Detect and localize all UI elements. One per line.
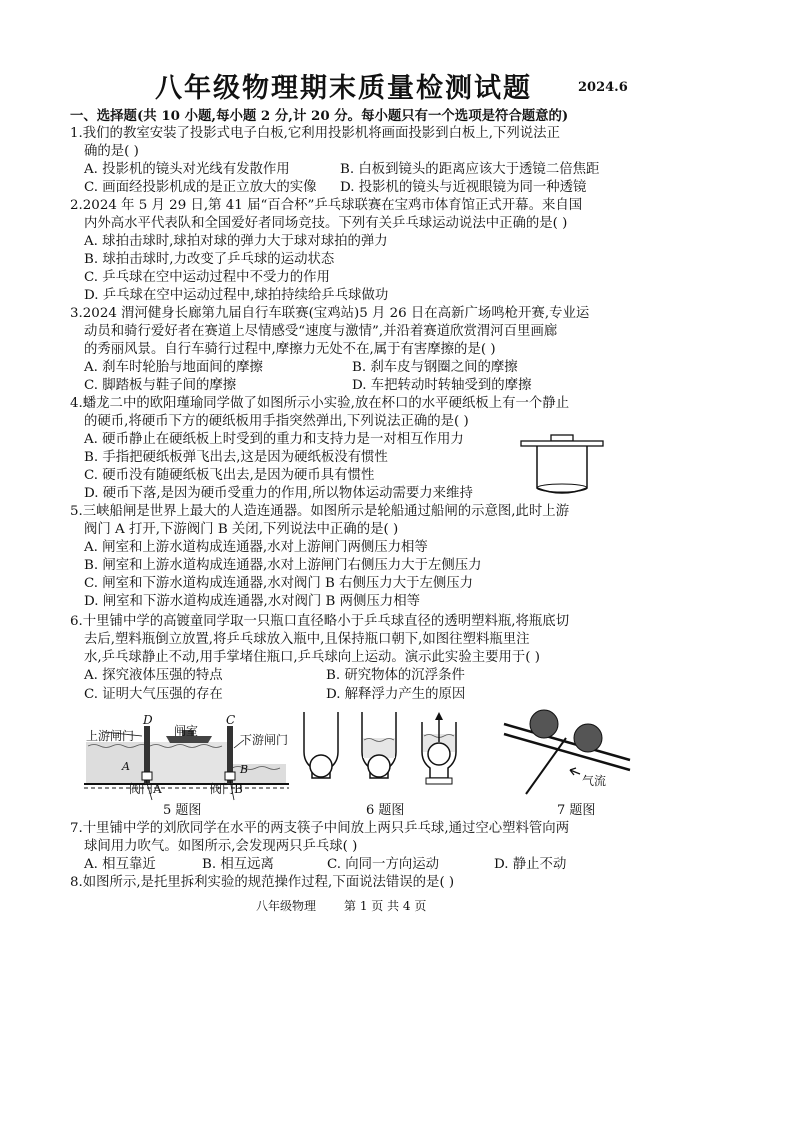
q8-stem-line1: 8.如图所示,是托里拆利实验的规范操作过程,下面说法错误的是( ) <box>70 875 455 890</box>
f5-upper-gate-label: 上游闸门 <box>86 729 135 743</box>
q1-option-d: D. 投影机的镜头与近视眼镜为同一种透镜 <box>340 180 587 195</box>
q5-option-b: B. 闸室和上游水道构成连通器,水对上游闸门右侧压力大于左侧压力 <box>84 558 482 573</box>
exam-date: 2024.6 <box>578 80 628 95</box>
q4-stem-line2: 的硬币,将硬币下方的硬纸板用手指突然弹出,下列说法正确的是( ) <box>84 414 469 429</box>
q3-option-a: A. 刹车时轮胎与地面间的摩擦 <box>84 360 263 375</box>
f5-chamber-label: 闸室 <box>174 724 199 738</box>
q5-option-c: C. 闸室和下游水道构成连通器,水对阀门 B 右侧压力大于左侧压力 <box>84 576 474 591</box>
q6-stem-line1: 6.十里铺中学的高镀童同学取一只瓶口直径略小于乒乓球直径的透明塑料瓶,将瓶底切 <box>70 614 570 629</box>
q6-option-c: C. 证明大气压强的存在 <box>84 687 223 702</box>
q5-stem-line1: 5.三峡船闸是世界上最大的人造连通器。如图所示是轮船通过船闸的示意图,此时上游 <box>70 504 570 519</box>
footer-page-number: 第 1 页 共 4 页 <box>344 899 427 913</box>
q1-option-c: C. 画面经投影机成的是正立放大的实像 <box>84 180 317 195</box>
q6-option-d: D. 解释浮力产生的原因 <box>326 687 466 702</box>
bottle-ball-figure <box>296 712 472 798</box>
page-title: 八年级物理期末质量检测试题 <box>155 73 532 104</box>
q5-option-a: A. 闸室和上游水道构成连通器,水对上游闸门两侧压力相等 <box>84 540 428 555</box>
chopsticks-balls-figure <box>500 708 640 800</box>
q2-option-d: D. 乒乓球在空中运动过程中,球拍持续给乒乓球做功 <box>84 288 389 303</box>
q2-stem-line2: 内外高水平代表队和全国爱好者同场竞技。下列有关乒乓球运动说法中正确的是( ) <box>84 216 568 231</box>
f5-caption: 5 题图 <box>163 803 202 818</box>
q6-stem-line3: 水,乒乓球静止不动,用手掌堵住瓶口,乒乓球向上运动。演示此实验主要用于( ) <box>84 650 540 665</box>
f5-lower-gate-label: 下游闸门 <box>240 733 289 747</box>
f6-caption: 6 题图 <box>366 803 405 818</box>
q6-stem-line2: 去后,塑料瓶倒立放置,将乒乓球放入瓶中,且保持瓶口朝下,如图往塑料瓶里注 <box>84 632 530 647</box>
footer-subject: 八年级物理 <box>256 899 317 913</box>
q4-option-d: D. 硬币下落,是因为硬币受重力的作用,所以物体运动需要力来维持 <box>84 486 473 501</box>
q2-option-a: A. 球拍击球时,球拍对球的弹力大于球对球拍的弹力 <box>84 234 388 249</box>
section-heading: 一、选择题(共 10 小题,每小题 2 分,计 20 分。每小题只有一个选项是符合题意的) <box>70 108 569 124</box>
q3-stem-line1: 3.2024 渭河健身长廊第九届自行车联赛(宝鸡站)5 月 26 日在高新广场鸣枪开赛,专业运 <box>70 306 590 321</box>
f7-caption: 7 题图 <box>557 803 596 818</box>
q1-stem-line2: 确的是( ) <box>84 144 139 159</box>
q4-option-a: A. 硬币静止在硬纸板上时受到的重力和支持力是一对相互作用力 <box>84 432 464 447</box>
f5-a-label: A <box>122 760 130 773</box>
q7-option-a: A. 相互靠近 <box>84 857 156 872</box>
q3-stem-line3: 的秀丽风景。自行车骑行过程中,摩擦力无处不在,属于有害摩擦的是( ) <box>84 342 496 357</box>
q4-stem-line1: 4.蟠龙二中的欧阳瑾瑜同学做了如图所示小实验,放在杯口的水平硬纸板上有一个静止 <box>70 396 570 411</box>
f5-valve-b-label: 阀门B <box>210 782 243 796</box>
q1-stem-line1: 1.我们的教室安装了投影式电子白板,它利用投影机将画面投影到白板上,下列说法正 <box>70 126 560 141</box>
q2-option-c: C. 乒乓球在空中运动过程中不受力的作用 <box>84 270 330 285</box>
f5-valve-a-label: 阀门A <box>129 782 162 796</box>
q7-stem-line1: 7.十里铺中学的刘欣同学在水平的两支筷子中间放上两只乒乓球,通过空心塑料管向两 <box>70 821 570 836</box>
q3-option-b: B. 刹车皮与钢圈之间的摩擦 <box>352 360 518 375</box>
q4-cup-figure <box>515 430 610 500</box>
q7-option-c: C. 向同一方向运动 <box>327 857 440 872</box>
q6-option-b: B. 研究物体的沉浮条件 <box>326 668 465 683</box>
f5-b-label: B <box>240 763 249 776</box>
q1-option-a: A. 投影机的镜头对光线有发散作用 <box>84 162 290 177</box>
q2-stem-line1: 2.2024 年 5 月 29 日,第 41 届“百合杯”乒乓球联赛在宝鸡市体育馆正式开幕。来自国 <box>70 198 583 213</box>
f5-d-label: D <box>143 713 153 727</box>
q4-option-c: C. 硬币没有随硬纸板飞出去,是因为硬币具有惯性 <box>84 468 375 483</box>
q7-stem-line2: 球间用力吹气。如图所示,会发现两只乒乓球( ) <box>84 839 358 854</box>
q5-stem-line2: 阀门 A 打开,下游阀门 B 关闭,下列说法中正确的是( ) <box>84 522 399 537</box>
f7-airflow-label: 气流 <box>582 774 607 788</box>
q6-option-a: A. 探究液体压强的特点 <box>84 668 223 683</box>
q3-option-d: D. 车把转动时转轴受到的摩擦 <box>352 378 532 393</box>
q1-option-b: B. 白板到镜头的距离应该大于透镜二倍焦距 <box>340 162 600 177</box>
q3-stem-line2: 动员和骑行爱好者在赛道上尽情感受“速度与激情”,并沿着赛道欣赏渭河百里画廊 <box>84 324 558 339</box>
q7-option-d: D. 静止不动 <box>494 857 567 872</box>
q2-option-b: B. 球拍击球时,力改变了乒乓球的运动状态 <box>84 252 335 267</box>
q3-option-c: C. 脚踏板与鞋子间的摩擦 <box>84 378 237 393</box>
q7-option-b: B. 相互远离 <box>202 857 274 872</box>
f5-c-label: C <box>226 713 236 727</box>
q4-option-b: B. 手指把硬纸板弹飞出去,这是因为硬纸板没有惯性 <box>84 450 388 465</box>
q5-option-d: D. 闸室和下游水道构成连通器,水对阀门 B 两侧压力相等 <box>84 594 420 609</box>
